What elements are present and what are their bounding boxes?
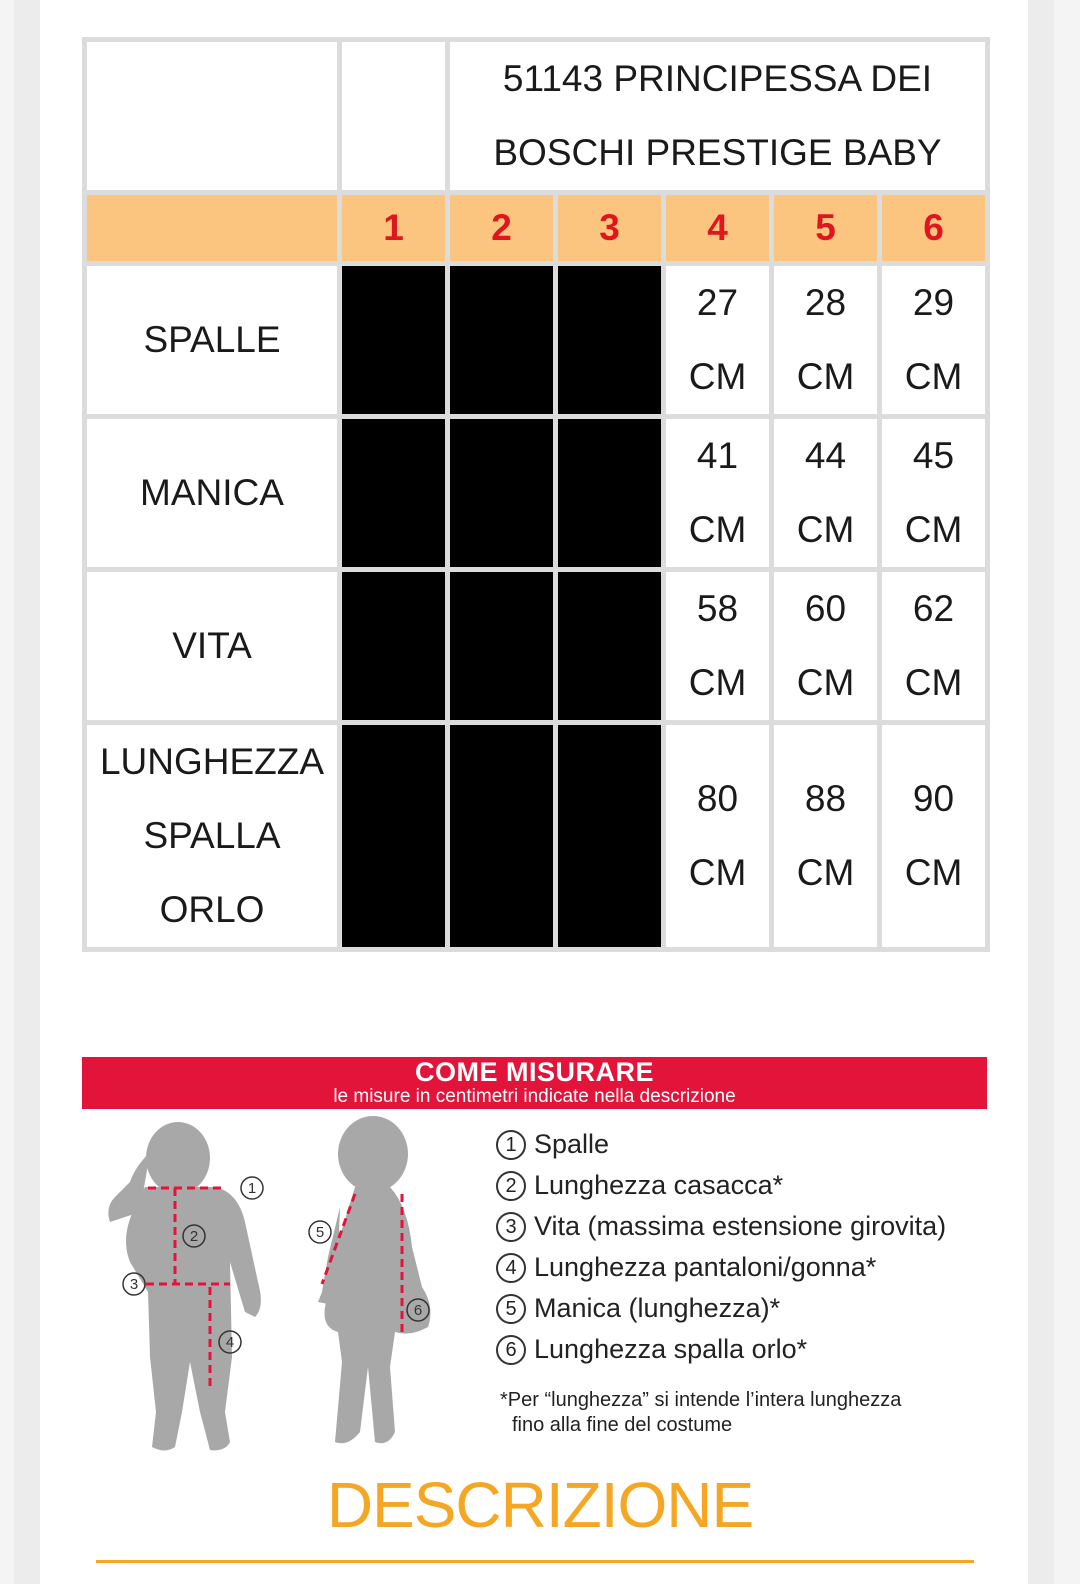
row-label — [85, 264, 340, 417]
row-label-text: LUNGHEZZA — [99, 741, 325, 782]
value-number: 88 — [804, 778, 847, 819]
description-heading: DESCRIZIONE — [326, 1469, 754, 1541]
table-row — [85, 570, 988, 723]
unavailable-cell — [448, 264, 556, 417]
banner-subtitle: le misure in centimetri indicate nella descrizione — [333, 1086, 736, 1107]
unavailable-cell — [340, 417, 448, 570]
unavailable-cell — [556, 264, 664, 417]
size-header: 5 — [772, 193, 880, 264]
value-cell — [664, 417, 772, 570]
empty-cell — [340, 40, 448, 193]
value-unit: CM — [904, 356, 963, 397]
value-unit: CM — [904, 509, 963, 550]
legend-label: Spalle — [534, 1129, 610, 1159]
value-cell — [664, 723, 772, 950]
marker-2: 2 — [189, 1228, 199, 1245]
product-title-line-1: 51143 PRINCIPESSA DEI — [502, 58, 933, 99]
value-number: 28 — [804, 282, 847, 323]
value-cell — [880, 417, 988, 570]
value-number: 27 — [696, 282, 739, 323]
marker-4: 4 — [225, 1334, 235, 1351]
legend-item — [496, 1288, 946, 1329]
row-label — [85, 417, 340, 570]
size-header: 2 — [448, 193, 556, 264]
unavailable-cell — [340, 570, 448, 723]
how-to-measure-banner — [82, 1057, 987, 1109]
row-label-text: MANICA — [140, 472, 284, 513]
legend-number: 6 — [496, 1335, 526, 1365]
value-cell — [772, 570, 880, 723]
table-row — [85, 723, 988, 950]
description-underline — [96, 1560, 974, 1563]
unavailable-cell — [448, 723, 556, 950]
measurement-figures — [90, 1112, 450, 1457]
value-cell — [772, 264, 880, 417]
banner-title: COME MISURARE — [414, 1057, 654, 1087]
child-side-silhouette — [315, 1116, 430, 1443]
legend-label: Manica (lunghezza)* — [534, 1293, 781, 1323]
table-title-row — [85, 40, 988, 193]
marker-6: 6 — [413, 1302, 423, 1319]
legend-number: 1 — [496, 1130, 526, 1160]
value-unit: CM — [688, 852, 747, 893]
size-chart-table — [82, 37, 990, 952]
value-unit: CM — [796, 852, 855, 893]
legend-number: 2 — [496, 1171, 526, 1201]
row-label — [85, 723, 340, 950]
value-number: 80 — [696, 778, 739, 819]
footnote-line-1: *Per “lunghezza” si intende l’intera lunghezza — [500, 1389, 902, 1411]
value-cell — [880, 723, 988, 950]
row-label-text: SPALLE — [143, 319, 281, 360]
size-header: 3 — [556, 193, 664, 264]
unavailable-cell — [556, 417, 664, 570]
value-cell — [880, 264, 988, 417]
row-label-text: ORLO — [159, 889, 265, 930]
value-number: 45 — [912, 435, 955, 476]
value-cell — [664, 264, 772, 417]
legend-number: 3 — [496, 1212, 526, 1242]
left-margin — [0, 0, 14, 1584]
header-empty-cell — [85, 193, 340, 264]
value-unit: CM — [796, 662, 855, 703]
legend-item — [496, 1124, 946, 1165]
row-label-text: VITA — [172, 625, 252, 666]
value-unit: CM — [688, 509, 747, 550]
size-header: 1 — [340, 193, 448, 264]
legend-item — [496, 1165, 946, 1206]
marker-5: 5 — [315, 1224, 325, 1241]
value-number: 41 — [696, 435, 739, 476]
unavailable-cell — [448, 570, 556, 723]
row-label-text: SPALLA — [143, 815, 281, 856]
measurement-legend — [496, 1124, 946, 1370]
unavailable-cell — [448, 417, 556, 570]
unavailable-cell — [340, 723, 448, 950]
value-unit: CM — [688, 356, 747, 397]
size-header: 4 — [664, 193, 772, 264]
value-unit: CM — [904, 852, 963, 893]
table-row — [85, 417, 988, 570]
legend-label: Vita (massima estensione girovita) — [534, 1211, 947, 1241]
size-header-row — [85, 193, 988, 264]
legend-number: 4 — [496, 1253, 526, 1283]
value-unit: CM — [796, 356, 855, 397]
value-number: 29 — [912, 282, 955, 323]
value-cell — [664, 570, 772, 723]
product-title — [448, 40, 988, 193]
product-title-line-2: BOSCHI PRESTIGE BABY — [493, 132, 942, 173]
size-header: 6 — [880, 193, 988, 264]
legend-label: Lunghezza pantaloni/gonna* — [534, 1252, 877, 1282]
footnote-line-2: fino alla fine del costume — [512, 1414, 733, 1436]
marker-3: 3 — [129, 1276, 139, 1293]
value-number: 62 — [912, 588, 955, 629]
value-cell — [880, 570, 988, 723]
value-cell — [772, 723, 880, 950]
legend-number: 5 — [496, 1294, 526, 1324]
value-number: 44 — [804, 435, 847, 476]
legend-item — [496, 1206, 946, 1247]
value-unit: CM — [904, 662, 963, 703]
table-row — [85, 264, 988, 417]
legend-label: Lunghezza casacca* — [534, 1170, 784, 1200]
legend-label: Lunghezza spalla orlo* — [534, 1334, 808, 1364]
legend-item — [496, 1329, 946, 1370]
value-number: 60 — [804, 588, 847, 629]
value-number: 90 — [912, 778, 955, 819]
value-unit: CM — [688, 662, 747, 703]
value-number: 58 — [696, 588, 739, 629]
value-cell — [772, 417, 880, 570]
unavailable-cell — [556, 570, 664, 723]
value-unit: CM — [796, 509, 855, 550]
length-footnote — [500, 1388, 901, 1438]
row-label — [85, 570, 340, 723]
legend-item — [496, 1247, 946, 1288]
unavailable-cell — [556, 723, 664, 950]
empty-corner-cell — [85, 40, 340, 193]
unavailable-cell — [340, 264, 448, 417]
right-margin — [1054, 0, 1080, 1584]
marker-1: 1 — [247, 1180, 257, 1197]
